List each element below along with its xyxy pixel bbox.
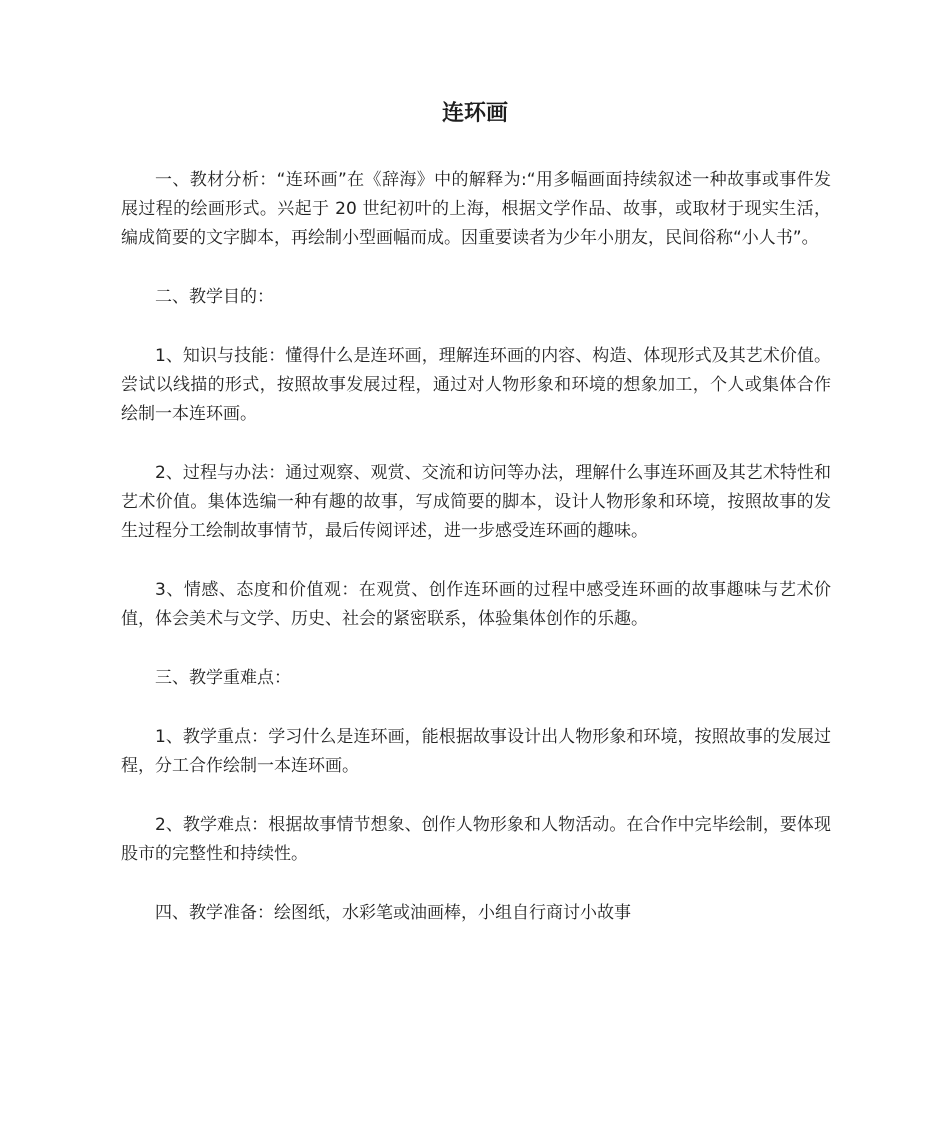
paragraph-teaching-preparation: 四、教学准备：绘图纸，水彩笔或油画棒，小组自行商讨小故事 (155, 903, 631, 923)
paragraph-emotion-attitude-values: 3、情感、态度和价值观：在观赏、创作连环画的过程中感受连环画的故事趣味与艺术价值，体会美术与文学、历史、社会的紧密联系，体验集体创作的乐趣。 (121, 580, 831, 629)
paragraph-process-methods: 2、过程与办法：通过观察、观赏、交流和访问等办法，理解什么事连环画及其艺术特性和艺术价值。集体选编一种有趣的故事，写成简要的脚本，设计人物形象和环境，按照故事的发生过程分工绘制故事情节，最后传阅评述，进一步感受连环画的趣味。 (121, 463, 831, 541)
paragraph-difficult-points: 2、教学难点：根据故事情节想象、创作人物形象和人物活动。在合作中完毕绘制，要体现股市的完整性和持续性。 (121, 815, 831, 864)
heading-teaching-objectives: 二、教学目的： (155, 287, 274, 307)
heading-key-difficult-points: 三、教学重难点： (155, 668, 291, 688)
document-title: 连环画 (441, 101, 508, 126)
paragraph-knowledge-skills: 1、知识与技能：懂得什么是连环画，理解连环画的内容、构造、体现形式及其艺术价值。尝试以线描的形式，按照故事发展过程，通过对人物形象和环境的想象加工，个人或集体合作绘制一本连环画。 (121, 346, 831, 424)
paragraph-textbook-analysis: 一、教材分析：“连环画”在《辞海》中的解释为:“用多幅画面持续叙述一种故事或事件发展过程的绘画形式。兴起于 20 世纪初叶的上海，根据文学作品、故事，或取材于现实生活，编成简要的文字脚本，再绘制小型画幅而成。因重要读者为少年小朋友，民间俗称“小人书”。 (121, 170, 831, 248)
document-body (121, 166, 831, 928)
paragraph-key-points: 1、教学重点：学习什么是连环画，能根据故事设计出人物形象和环境，按照故事的发展过程，分工合作绘制一本连环画。 (121, 727, 831, 776)
